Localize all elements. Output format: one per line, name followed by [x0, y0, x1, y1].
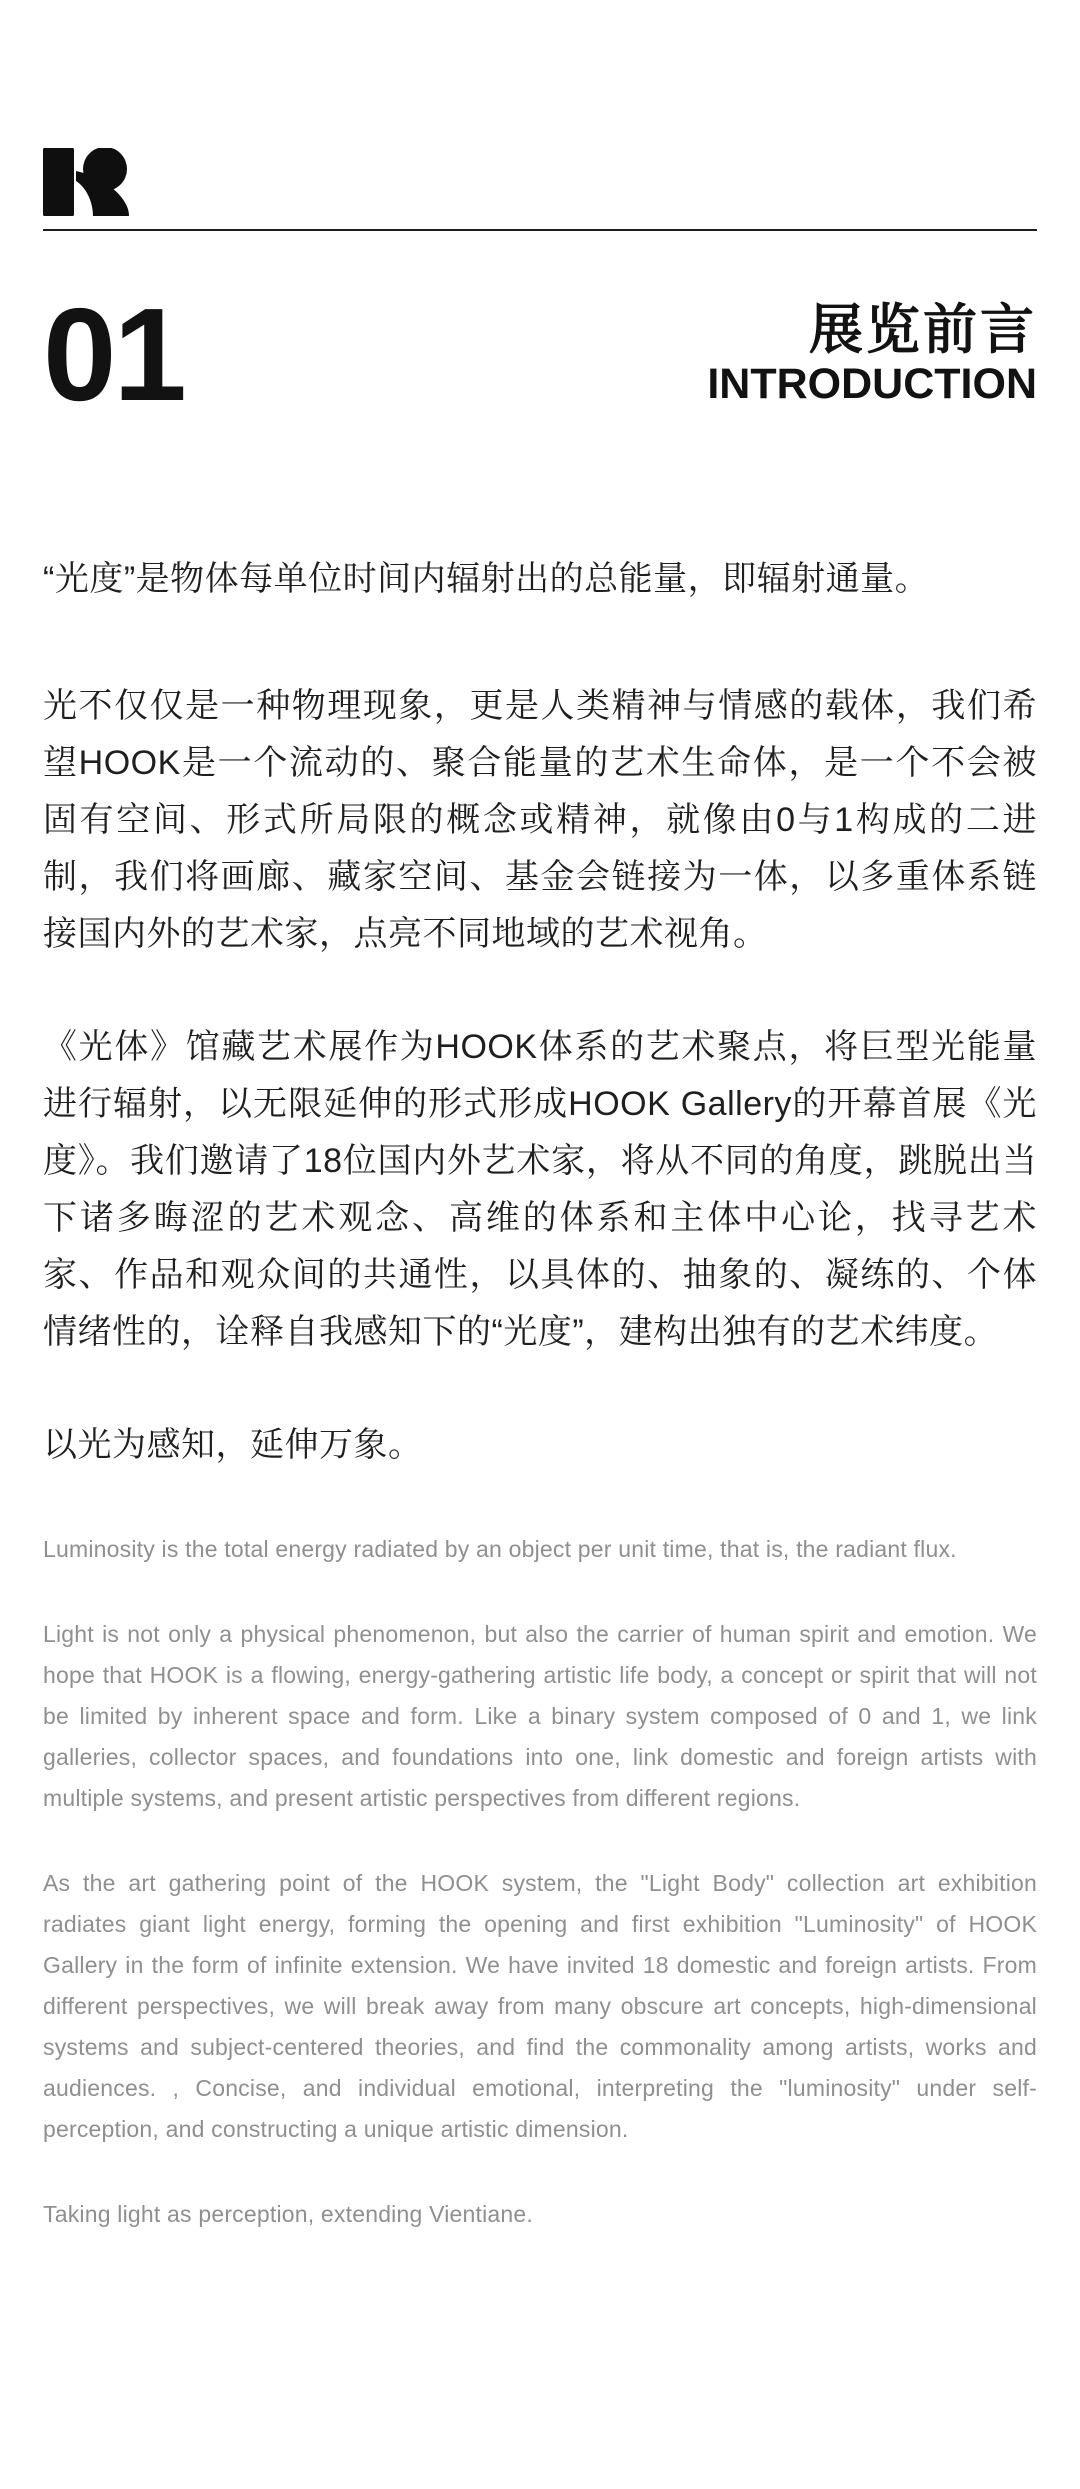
- section-titles: [707, 289, 1037, 408]
- paragraph-cn: “光度”是物体每单位时间内辐射出的总能量，即辐射通量。: [43, 560, 930, 598]
- paragraph-cn: 以光为感知，延伸万象。: [43, 1426, 423, 1464]
- section-header: [43, 281, 1037, 428]
- intro-chinese: [43, 551, 1037, 1474]
- section-title-cn: 展览前言: [809, 300, 1037, 360]
- hook-logo-icon: [34, 148, 135, 216]
- brand-logo: [34, 0, 1037, 231]
- paragraph-en: As the art gathering point of the HOOK system, the "Light Body" collection art exhibition radiates giant light energy, forming the opening and first exhibition "Luminosity" of HOOK Gallery in the form of infinite extension. We have invited 18 domestic and foreign artists. From different perspectives, we will break away from many obscure art concepts, high-dimensional systems and subject-centered theories, and find the commonality among artists, works and audiences. , Concise, and individual emotional, interpreting the "luminosity" under self-perception, and constructing a unique artistic dimension.: [43, 1870, 1037, 2142]
- paragraph-en: Luminosity is the total energy radiated by an object per unit time, that is, the radiant flux.: [43, 1536, 957, 1562]
- paragraph-en: Light is not only a physical phenomenon, but also the carrier of human spirit and emotion. We hope that HOOK is a flowing, energy-gathering artistic life body, a concept or spirit that will not be limited by inherent space and form. Like a binary system composed of 0 and 1, we link galleries, collector spaces, and foundations into one, link domestic and foreign artists with multiple systems, and present artistic perspectives from different regions.: [43, 1621, 1037, 1811]
- section-number: 01: [43, 281, 184, 428]
- paragraph-cn: 《光体》馆藏艺术展作为HOOK体系的艺术聚点，将巨型光能量进行辐射，以无限延伸的形式形成HOOK Gallery的开幕首展《光度》。我们邀请了18位国内外艺术家，将从不同的角度，跳脱出当下诸多晦涩的艺术观念、高维的体系和主体中心论，找寻艺术家、作品和观众间的共通性，以具体的、抽象的、凝练的、个体情绪性的，诠释自我感知下的“光度”，建构出独有的艺术纬度。: [43, 1028, 1037, 1351]
- logo-wordmark: HOOK: [34, 177, 44, 210]
- header-divider: [43, 229, 1037, 231]
- section-title-en: INTRODUCTION: [707, 360, 1037, 409]
- paragraph-cn: 光不仅仅是一种物理现象，更是人类精神与情感的载体，我们希望HOOK是一个流动的、聚合能量的艺术生命体，是一个不会被固有空间、形式所局限的概念或精神，就像由0与1构成的二进制，我们将画廊、藏家空间、基金会链接为一体，以多重体系链接国内外的艺术家，点亮不同地域的艺术视角。: [43, 687, 1037, 953]
- paragraph-en: Taking light as perception, extending Vientiane.: [43, 2201, 533, 2227]
- intro-english: [43, 1529, 1037, 2235]
